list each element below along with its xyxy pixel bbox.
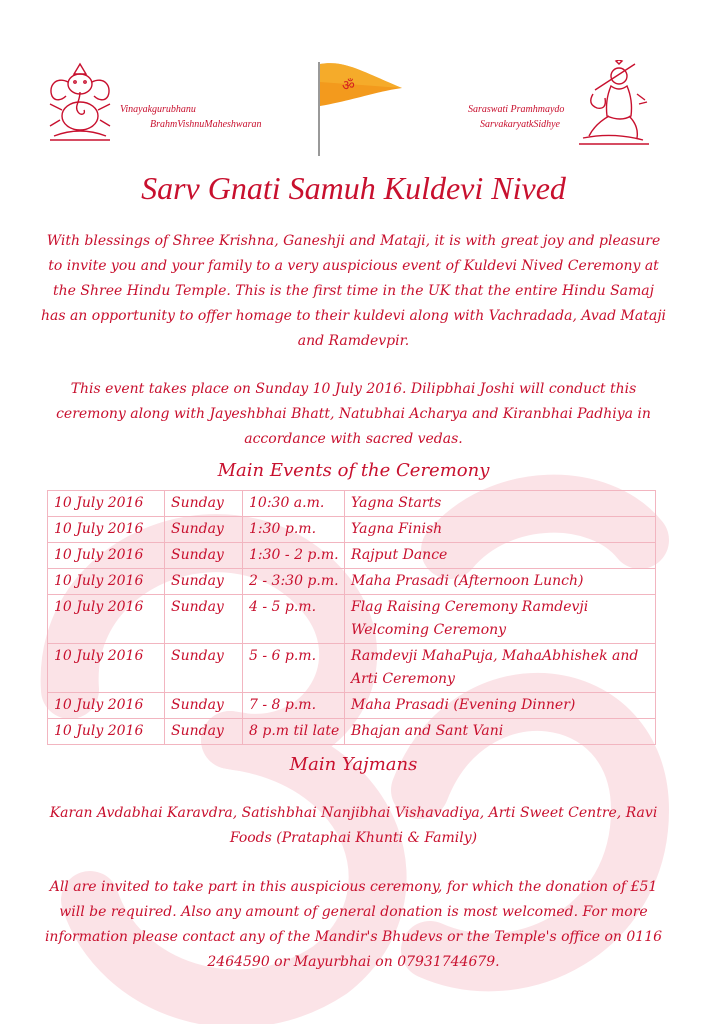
ganesh-illustration [44,60,116,144]
yajmans-heading: Main Yajmans [289,754,418,775]
event-day: Sunday [165,543,243,569]
event-date: 10 July 2016 [48,517,165,543]
event-time: 1:30 p.m. [243,517,345,543]
table-row [48,693,656,719]
left-caption-line1: Vinayakgurubhanu [120,104,196,115]
closing-paragraph: All are invited to take part in this auspicious ceremony, for which the donation of £51 will be required. Also any amount of general donation is most welcomed. For more information please contact any of the Mandir's Bhudevs or the Temple's office on 0116 2464590 or Mayurbhai on 07931744679. [44,879,663,970]
event-day: Sunday [165,644,243,693]
event-time: 4 - 5 p.m. [243,595,345,644]
event-date: 10 July 2016 [48,644,165,693]
event-day: Sunday [165,517,243,543]
event-name: Flag Raising Ceremony Ramdevji Welcoming Ceremony [345,595,656,644]
om-flag-icon [314,58,404,158]
left-caption-line2: BrahmVishnuMaheshwaran [150,119,262,130]
right-caption-line1: Saraswati Pramhmaydo [468,104,565,115]
table-row [48,595,656,644]
events-table [47,490,656,745]
event-info-paragraph: This event takes place on Sunday 10 July 2016. Dilipbhai Joshi will conduct this ceremony along with Jayeshbhai Bhatt, Natubhai Acharya and Kiranbhai Padhiya in accordance with sacred vedas. [56,381,651,447]
event-date: 10 July 2016 [48,595,165,644]
event-date: 10 July 2016 [48,693,165,719]
events-heading: Main Events of the Ceremony [217,460,490,481]
table-row [48,644,656,693]
event-day: Sunday [165,693,243,719]
yajmans-paragraph: Karan Avdabhai Karavdra, Satishbhai Nanjibhai Vishavadiya, Arti Sweet Centre, Ravi Foods (Prataphai Khunti & Family) [49,805,658,846]
event-name: Yagna Starts [345,491,656,517]
event-day: Sunday [165,719,243,745]
table-row [48,719,656,745]
om-symbol: ॐ [342,78,355,94]
saraswati-illustration [575,60,651,146]
event-date: 10 July 2016 [48,569,165,595]
event-name: Rajput Dance [345,543,656,569]
event-time: 2 - 3:30 p.m. [243,569,345,595]
table-row [48,491,656,517]
table-row [48,569,656,595]
event-name: Bhajan and Sant Vani [345,719,656,745]
event-time: 7 - 8 p.m. [243,693,345,719]
event-date: 10 July 2016 [48,543,165,569]
event-day: Sunday [165,595,243,644]
page-title: Sarv Gnati Samuh Kuldevi Nived [141,170,566,206]
event-time: 10:30 a.m. [243,491,345,517]
table-row [48,543,656,569]
table-row [48,517,656,543]
intro-paragraph: With blessings of Shree Krishna, Ganeshji and Mataji, it is with great joy and pleasure to invite you and your family to a very auspicious event of Kuldevi Nived Ceremony at the Shree Hindu Temple. This is the first time in the UK that the entire Hindu Samaj has an opportunity to offer homage to their kuldevi along with Vachradada, Avad Mataji and Ramdevpir. [40,233,667,349]
event-day: Sunday [165,491,243,517]
event-time: 1:30 - 2 p.m. [243,543,345,569]
event-name: Maha Prasadi (Afternoon Lunch) [345,569,656,595]
event-name: Maha Prasadi (Evening Dinner) [345,693,656,719]
event-date: 10 July 2016 [48,719,165,745]
event-name: Ramdevji MahaPuja, MahaAbhishek and Arti Ceremony [345,644,656,693]
event-time: 5 - 6 p.m. [243,644,345,693]
event-time: 8 p.m til late [243,719,345,745]
right-caption-line2: SarvakaryatkSidhye [480,119,560,130]
event-day: Sunday [165,569,243,595]
event-date: 10 July 2016 [48,491,165,517]
event-name: Yagna Finish [345,517,656,543]
